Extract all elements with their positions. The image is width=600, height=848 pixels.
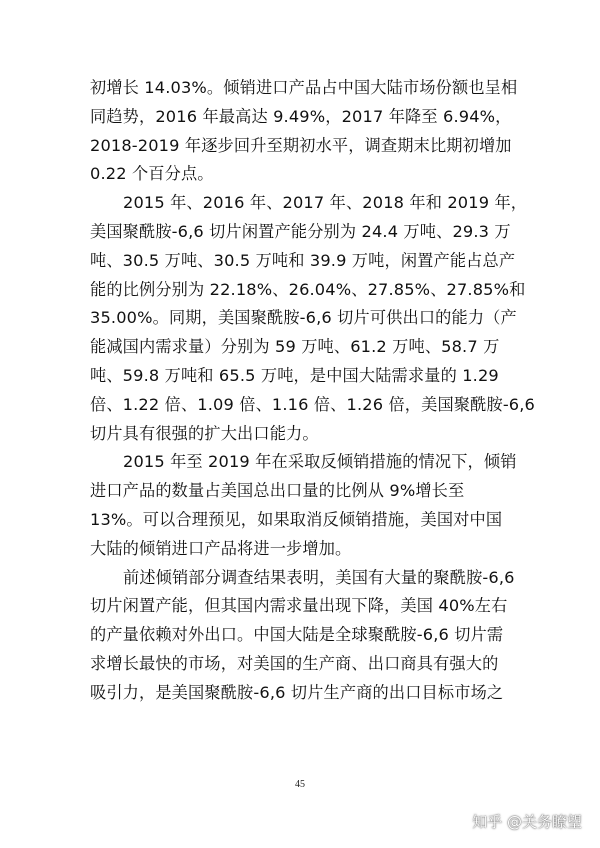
paragraph-first-line: 2015 年、2016 年、2017 年、2018 年和 2019 年， (123, 193, 528, 213)
text-line: 进口产品的数量占美国总出口量的比例从 9%增长至 (90, 481, 465, 501)
text-line: 的产量依赖对外出口。中国大陆是全球聚酰胺-6,6 切片需 (90, 625, 504, 645)
zhihu-watermark: 知乎 @关务瞭望 (472, 813, 582, 831)
text-line: 同趋势，2016 年最高达 9.49%，2017 年降至 6.94%， (90, 106, 512, 126)
text-line: 吨、59.8 万吨和 65.5 万吨，是中国大陆需求量的 1.29 (90, 365, 499, 385)
text-line: 倍、1.22 倍、1.09 倍、1.16 倍、1.26 倍，美国聚酰胺-6,6 (90, 394, 535, 414)
text-line: 35.00%。同期，美国聚酰胺-6,6 切片可供出口的能力（产 (90, 308, 517, 328)
text-line: 切片具有很强的扩大出口能力。 (90, 423, 319, 443)
text-line: 吸引力，是美国聚酰胺-6,6 切片生产商的出口目标市场之 (90, 682, 504, 702)
page-number: 45 (295, 779, 305, 790)
text-line: 能的比例分别为 22.18%、26.04%、27.85%、27.85%和 (90, 279, 526, 299)
text-line: 切片闲置产能，但其国内需求量出现下降，美国 40%左右 (90, 596, 508, 616)
paragraph-first-line: 2015 年至 2019 年在采取反倾销措施的情况下，倾销 (123, 452, 517, 472)
text-line: 吨、30.5 万吨、30.5 万吨和 39.9 万吨，闲置产能占总产 (90, 250, 516, 270)
text-line: 求增长最快的市场，对美国的生产商、出口商具有强大的 (90, 653, 499, 673)
text-line: 美国聚酰胺-6,6 切片闲置产能分别为 24.4 万吨、29.3 万 (90, 221, 511, 241)
text-line: 初增长 14.03%。倾销进口产品占中国大陆市场份额也呈相 (90, 78, 518, 97)
text-line: 大陆的倾销进口产品将进一步增加。 (90, 538, 352, 558)
text-line: 0.22 个百分点。 (90, 164, 214, 184)
text-line: 2018-2019 年逐步回升至期初水平，调查期末比期初增加 (90, 135, 512, 155)
body-text (90, 74, 535, 708)
text-line: 能减国内需求量）分别为 59 万吨、61.2 万吨、58.7 万 (90, 337, 500, 357)
text-line: 13%。可以合理预见，如果取消反倾销措施，美国对中国 (90, 509, 503, 529)
paragraph-first-line: 前述倾销部分调查结果表明，美国有大量的聚酰胺-6,6 (123, 567, 515, 587)
